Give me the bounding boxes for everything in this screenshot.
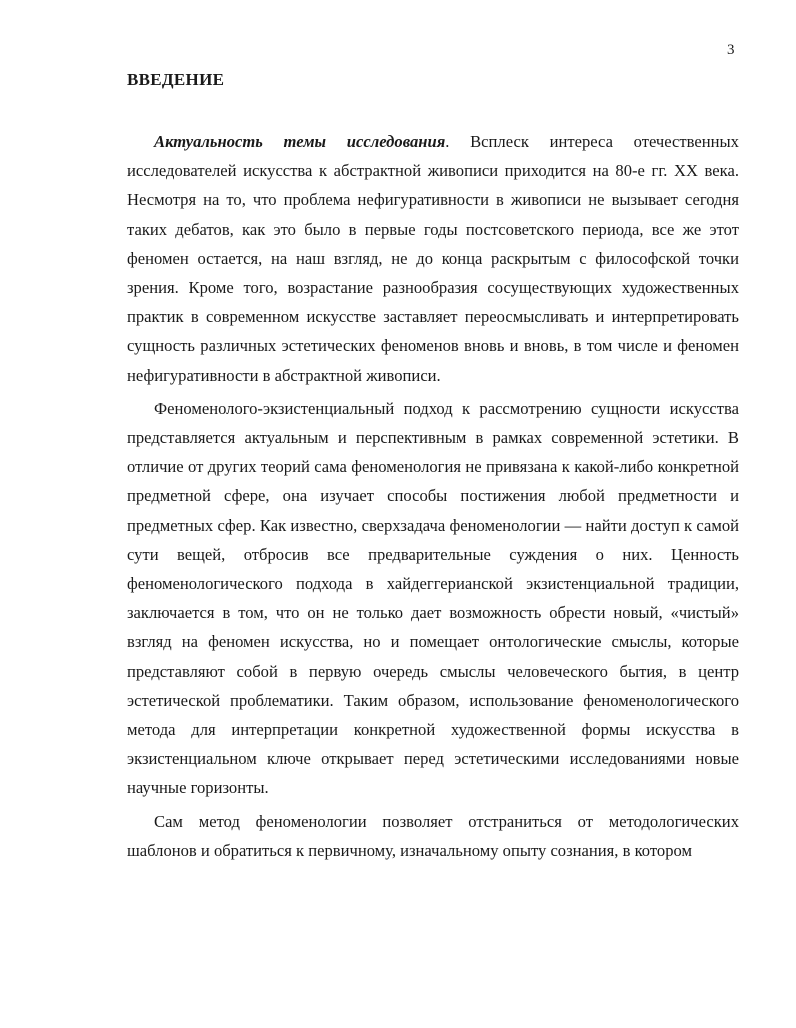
paragraph-lead: Актуальность темы исследования <box>154 132 446 151</box>
paragraph-approach: Феноменолого-экзистенциальный подход к рассмотрению сущности искусства представляется актуальным и перспективным в рамках современной эстетики. В отличие от других теорий сама феноменология не привязана к какой-либо конкретной предметной сфере, она изучает способы постижения любой предметности и предметных сфер. Как известно, сверхзадача феноменологии — найти доступ к самой сути вещей, отбросив все предварительные суждения о них. Ценность феноменологического подхода в хайдеггерианской экзистенциальной традиции, заключается в том, что он не только дает возможность обрести новый, «чистый» взгляд на феномен искусства, но и помещает онтологические смыслы, которые представляют собой в первую очередь смыслы человеческого бытия, в центр эстетической проблематики. Таким образом, использование феноменологического метода для интерпретации конкретной художественной формы искусства в экзистенциальном ключе открывает перед эстетическими исследованиями новые научные горизонты. <box>127 398 739 798</box>
paragraph-method: Сам метод феноменологии позволяет отстраниться от методологических шаблонов и обратиться к первичному, изначальному опыту сознания, в котором <box>127 811 739 860</box>
section-heading: ВВЕДЕНИЕ <box>127 70 225 89</box>
paragraph-text: . Всплеск интереса отечественных исследователей искусства к абстрактной живописи приходится на 80-е гг. XX века. Несмотря на то, что проблема нефигуративности в живописи не вызывает сегодня таких дебатов, как это было в первые годы постсоветского периода, все же этот феномен остается, на наш взгляд, не до конца раскрытым с философской точки зрения. Кроме того, возрастание разнообразия сосуществующих художественных практик в современном искусстве заставляет переосмысливать и интерпретировать сущность различных эстетических феноменов вновь и вновь, в том числе и феномен нефигуративности в абстрактной живописи. <box>127 132 739 385</box>
body-text <box>127 127 739 865</box>
page-number: 3 <box>727 42 735 58</box>
paragraph-relevance <box>127 127 739 390</box>
